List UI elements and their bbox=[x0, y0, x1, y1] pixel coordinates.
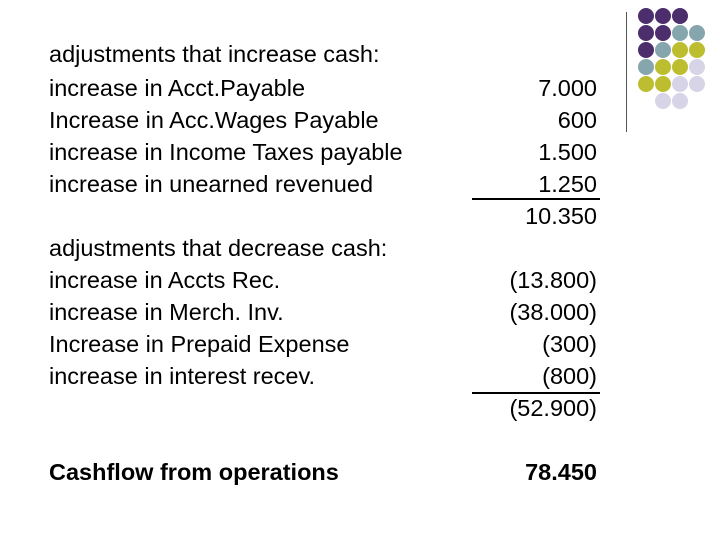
increase-item-amount: 1.250 bbox=[538, 171, 597, 197]
increase-item-amount: 1.500 bbox=[538, 139, 597, 165]
decorative-dot bbox=[689, 42, 705, 58]
decorative-dot bbox=[638, 76, 654, 92]
decrease-item-amount: (38.000) bbox=[509, 299, 597, 325]
decorative-dot-grid bbox=[638, 8, 720, 120]
increase-subtotal: 10.350 bbox=[525, 203, 597, 229]
decorative-dot bbox=[689, 59, 705, 75]
decrease-item-label: increase in interest recev. bbox=[49, 363, 316, 389]
increase-item-amount: 600 bbox=[557, 107, 597, 133]
increase-heading: adjustments that increase cash: bbox=[49, 41, 380, 67]
decorative-dot bbox=[672, 76, 688, 92]
decorative-dot bbox=[655, 25, 671, 41]
decorative-divider bbox=[626, 12, 627, 132]
decorative-dot bbox=[689, 76, 705, 92]
decorative-dot bbox=[672, 8, 688, 24]
decorative-dot bbox=[672, 93, 688, 109]
decrease-item-label: increase in Accts Rec. bbox=[49, 267, 281, 293]
decorative-dot bbox=[672, 59, 688, 75]
decrease-heading: adjustments that decrease cash: bbox=[49, 235, 388, 261]
decrease-item-amount: (13.800) bbox=[509, 267, 597, 293]
decorative-dot bbox=[638, 59, 654, 75]
decorative-dot bbox=[672, 25, 688, 41]
decrease-item-amount: (800) bbox=[542, 363, 597, 389]
decorative-dot bbox=[672, 42, 688, 58]
decorative-dot bbox=[638, 42, 654, 58]
increase-item-amount: 7.000 bbox=[538, 75, 597, 101]
decorative-dot bbox=[638, 8, 654, 24]
decorative-dot bbox=[655, 76, 671, 92]
decrease-item-label: increase in Merch. Inv. bbox=[49, 299, 284, 325]
increase-item-label: increase in Acct.Payable bbox=[49, 75, 306, 101]
increase-item-label: Increase in Acc.Wages Payable bbox=[49, 107, 379, 133]
decorative-dot bbox=[638, 25, 654, 41]
decorative-dot bbox=[655, 59, 671, 75]
decorative-dot bbox=[655, 42, 671, 58]
total-label: Cashflow from operations bbox=[49, 459, 339, 485]
total-amount: 78.450 bbox=[525, 459, 597, 485]
decorative-dot bbox=[689, 25, 705, 41]
increase-item-label: increase in unearned revenued bbox=[49, 171, 374, 197]
decrease-subtotal: (52.900) bbox=[509, 395, 597, 421]
decorative-dot bbox=[655, 93, 671, 109]
decorative-dot bbox=[655, 8, 671, 24]
decrease-item-amount: (300) bbox=[542, 331, 597, 357]
increase-subtotal-rule bbox=[472, 198, 600, 200]
decrease-item-label: Increase in Prepaid Expense bbox=[49, 331, 350, 357]
increase-item-label: increase in Income Taxes payable bbox=[49, 139, 403, 165]
